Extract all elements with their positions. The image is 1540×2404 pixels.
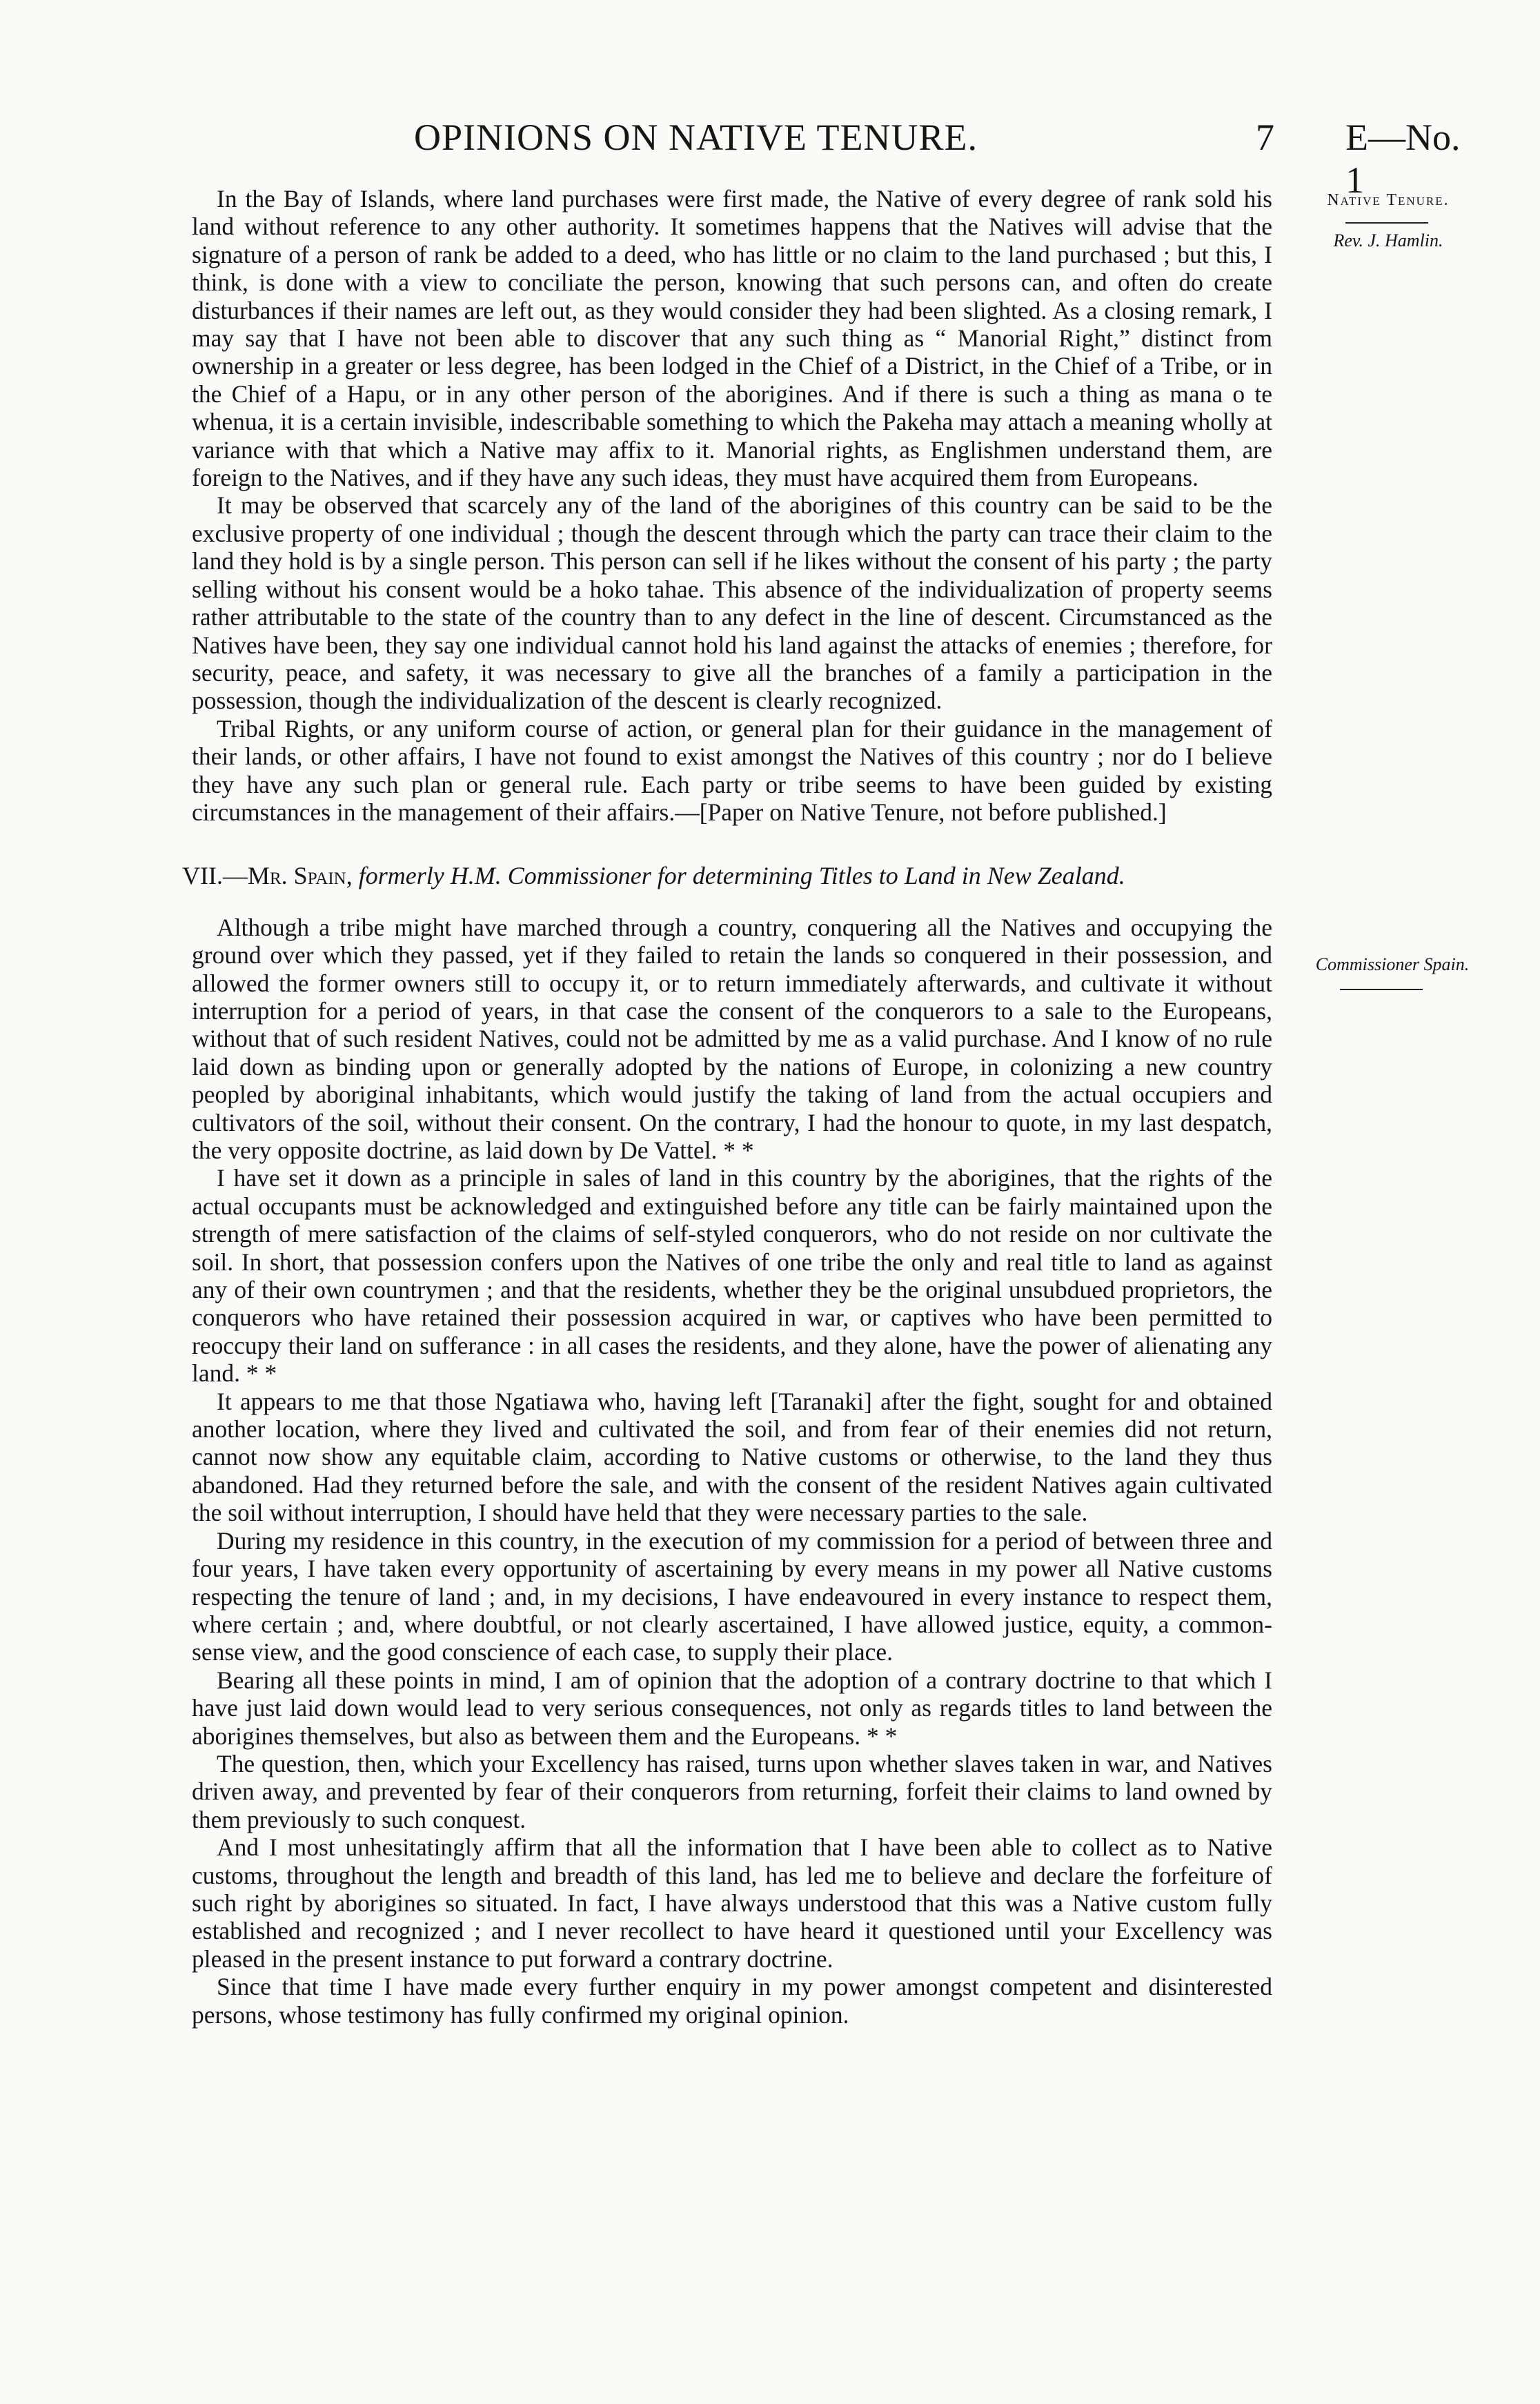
section-author-title: formerly H.M. Commissioner for determining Titles to Land in New Zealand. <box>352 862 1125 890</box>
margin-rule <box>1345 222 1428 224</box>
paragraph: Although a tribe might have marched through a country, conquering all the Natives and occupying the ground over which they passed, yet if they failed to retain the lands so conquered in their possession, and allowed the former owners still to occupy it, or to return immediately afterwards, and cultivate it without interruption for a period of years, in that case the consent of the conquerors to a sale to the Europeans, without that of such resident Natives, could not be admitted by me as a valid purchase. And I know of no rule laid down as binding upon or generally adopted by the nations of Europe, in colonizing a new country peopled by aboriginal inhabitants, which would justify the taking of land from the actual occupiers and cultivators of the soil, without their consent. On the contrary, I had the honour to quote, in my last despatch, the very opposite doctrine, as laid down by De Vattel. * * <box>192 913 1272 1164</box>
paragraph: I have set it down as a principle in sales of land in this country by the aborigines, that the rights of the actual occupants must be acknowledged and extinguished before any title can be fairly maintained upon the strength of mere satisfaction of the claims of self-styled conquerors, who do not reside on nor cultivate the soil. In short, that possession confers upon the Natives of one tribe the only and real title to land as against any of their own countrymen ; and that the residents, whether they be the original unsubdued proprietors, the conquerors who have retained their possession acquired in war, or captives who have been permitted to reoccupy their land on sufferance : in all cases the residents, and they alone, have the power of alienating any land. * * <box>192 1164 1272 1388</box>
section-author: Mr. Spain, <box>247 862 353 890</box>
paragraph: And I most unhesitatingly affirm that all the information that I have been able to collect as to Native customs, throughout the length and breadth of this land, has led me to believe and declare the forfeiture of such right by aborigines so situated. In fact, I have always understood that this was a Native custom fully established and recognized ; and I never recollect to have heard it questioned until your Excellency was pleased in the present instance to put forward a contrary doctrine. <box>192 1833 1272 1973</box>
section-number: VII.— <box>182 862 248 890</box>
page-number: 7 <box>1256 117 1274 158</box>
paragraph: It appears to me that those Ngatiawa who, having left [Taranaki] after the fight, sought for and obtained another location, where they lived and cultivated the soil, and from fear of their enemies did not return, cannot now show any equitable claim, according to Native customs or otherwise, to the land they thus abandoned. Had they returned before the sale, and with the consent of the resident Natives again cultivated the soil without interruption, I should have held that they were necessary parties to the sale. <box>192 1387 1272 1527</box>
paragraph: In the Bay of Islands, where land purchases were first made, the Native of every degree of rank sold his land without reference to any other authority. It sometimes happens that the Natives will advise that the signature of a person of rank be added to a deed, who has little or no claim to the land purchased ; but this, I think, is done with a view to conciliate the person, knowing that such persons can, and often do create disturbances if their names are left out, as they would consider they had been slighted. As a closing remark, I may say that I have not been able to discover that any such thing as “ Manorial Right,” distinct from ownership in a greater or less degree, has been lodged in the Chief of a District, in the Chief of a Tribe, or in the Chief of a Hapu, or in any other person of the aborigines. And if there is such a thing as mana o te whenua, it is a certain invisible, indescribable something to which the Pakeha may attach a meaning wholly at variance with that which a Native may affix to it. Manorial rights, as Englishmen understand them, are foreign to the Natives, and if they have any such ideas, they must have acquired them from Europeans. <box>192 185 1272 492</box>
paragraph: During my residence in this country, in the execution of my commission for a period of between three and four years, I have taken every opportunity of ascertaining by every means in my power all Native customs respecting the tenure of land ; and, in my decisions, I have endeavoured in every instance to respect them, where certain ; and, where doubtful, or not clearly ascertained, I have allowed justice, equity, a common-sense view, and the good conscience of each case, to supply their place. <box>192 1526 1272 1666</box>
paragraph: Tribal Rights, or any uniform course of action, or general plan for their guidance in the management of their lands, or other affairs, I have not found to exist amongst the Natives of this country ; nor do I believe they have any such plan or general rule. Each party or tribe seems to have been guided by existing circumstances in the management of their affairs.—[Paper on Native Tenure, not before published.] <box>192 714 1272 826</box>
margin-note-native-tenure: Native Tenure. <box>1327 191 1450 209</box>
paragraph: Since that time I have made every further enquiry in my power amongst competent and disinterested persons, whose testimony has fully confirmed my original opinion. <box>192 1973 1272 2029</box>
page-header <box>179 116 1477 201</box>
section-spacer <box>192 826 1272 849</box>
document-reference: E—No. 1 <box>1345 117 1461 201</box>
paragraph: It may be observed that scarcely any of the land of the aborigines of this country can be said to be the exclusive property of one individual ; though the descent through which the party can trace their claim to the land they hold is by a single person. This person can sell if he likes without the consent of his party ; the party selling without his consent would be a hoko tahae. This absence of the individualization of property seems rather attributable to the state of the country than to any defect in the line of descent. Circumstanced as the Natives have been, they say one individual cannot hold his land against the attacks of enemies ; therefore, for security, peace, and safety, it was necessary to give all the branches of a family a participation in the possession, though the individualization of the descent is clearly recognized. <box>192 491 1272 715</box>
margin-note-hamlin: Rev. J. Hamlin. <box>1333 230 1443 250</box>
section-heading <box>182 862 1272 889</box>
paragraph: Bearing all these points in mind, I am of opinion that the adoption of a contrary doctrine to that which I have just laid down would lead to very serious consequences, not only as regards titles to land between the aborigines themselves, but also as between them and the Europeans. * * <box>192 1666 1272 1750</box>
margin-rule <box>1340 989 1423 990</box>
paragraph: The question, then, which your Excellency has raised, turns upon whether slaves taken in war, and Natives driven away, and prevented by fear of their conquerors from returning, forfeit their claims to land owned by them previously to such conquest. <box>192 1749 1272 1833</box>
margin-note-spain: Commissioner Spain. <box>1315 954 1470 974</box>
page-title: OPINIONS ON NATIVE TENURE. <box>414 117 978 158</box>
body-text <box>182 185 1272 2029</box>
